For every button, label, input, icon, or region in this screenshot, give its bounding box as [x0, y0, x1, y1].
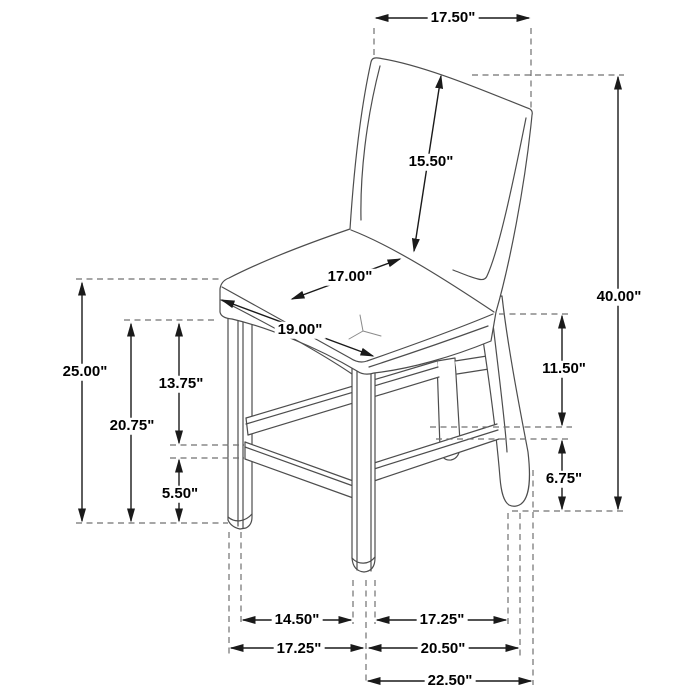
dim-label-side-depth-outer: 20.50": [418, 641, 469, 658]
back-stretcher: [455, 356, 489, 374]
front-right-leg: [352, 365, 375, 572]
dim-label-backrest-height: 15.50": [406, 154, 457, 171]
dim-label-front-leg-spacing-inner: 14.50": [272, 612, 323, 629]
dim-label-backrest-width: 17.50": [428, 10, 479, 27]
side-stretcher: [246, 361, 439, 435]
front-stretcher: [245, 442, 356, 499]
dim-label-seat-to-footrest-rear: 11.50": [539, 361, 589, 378]
dim-label-floor-to-footrest-rear: 6.75": [543, 471, 585, 488]
dim-label-seat-width: 19.00": [275, 322, 326, 339]
dim-label-seat-depth: 17.00": [325, 269, 376, 286]
chair-line-art: [220, 58, 532, 572]
seat-and-backrest: [220, 58, 532, 374]
dim-label-side-leg-spacing-inner: 17.25": [417, 612, 468, 629]
dim-label-front-width-outer: 17.25": [274, 641, 325, 658]
dim-label-seat-height: 25.00": [60, 364, 111, 381]
dim-label-footrest-to-seat-frame: 13.75": [156, 376, 207, 393]
dim-label-overall-depth: 22.50": [425, 673, 476, 690]
dim-label-floor-to-seat-frame: 20.75": [107, 418, 158, 435]
right-stretcher: [374, 424, 499, 481]
dim-label-overall-height: 40.00": [594, 289, 645, 306]
dim-label-floor-to-footrest-front: 5.50": [159, 486, 201, 503]
